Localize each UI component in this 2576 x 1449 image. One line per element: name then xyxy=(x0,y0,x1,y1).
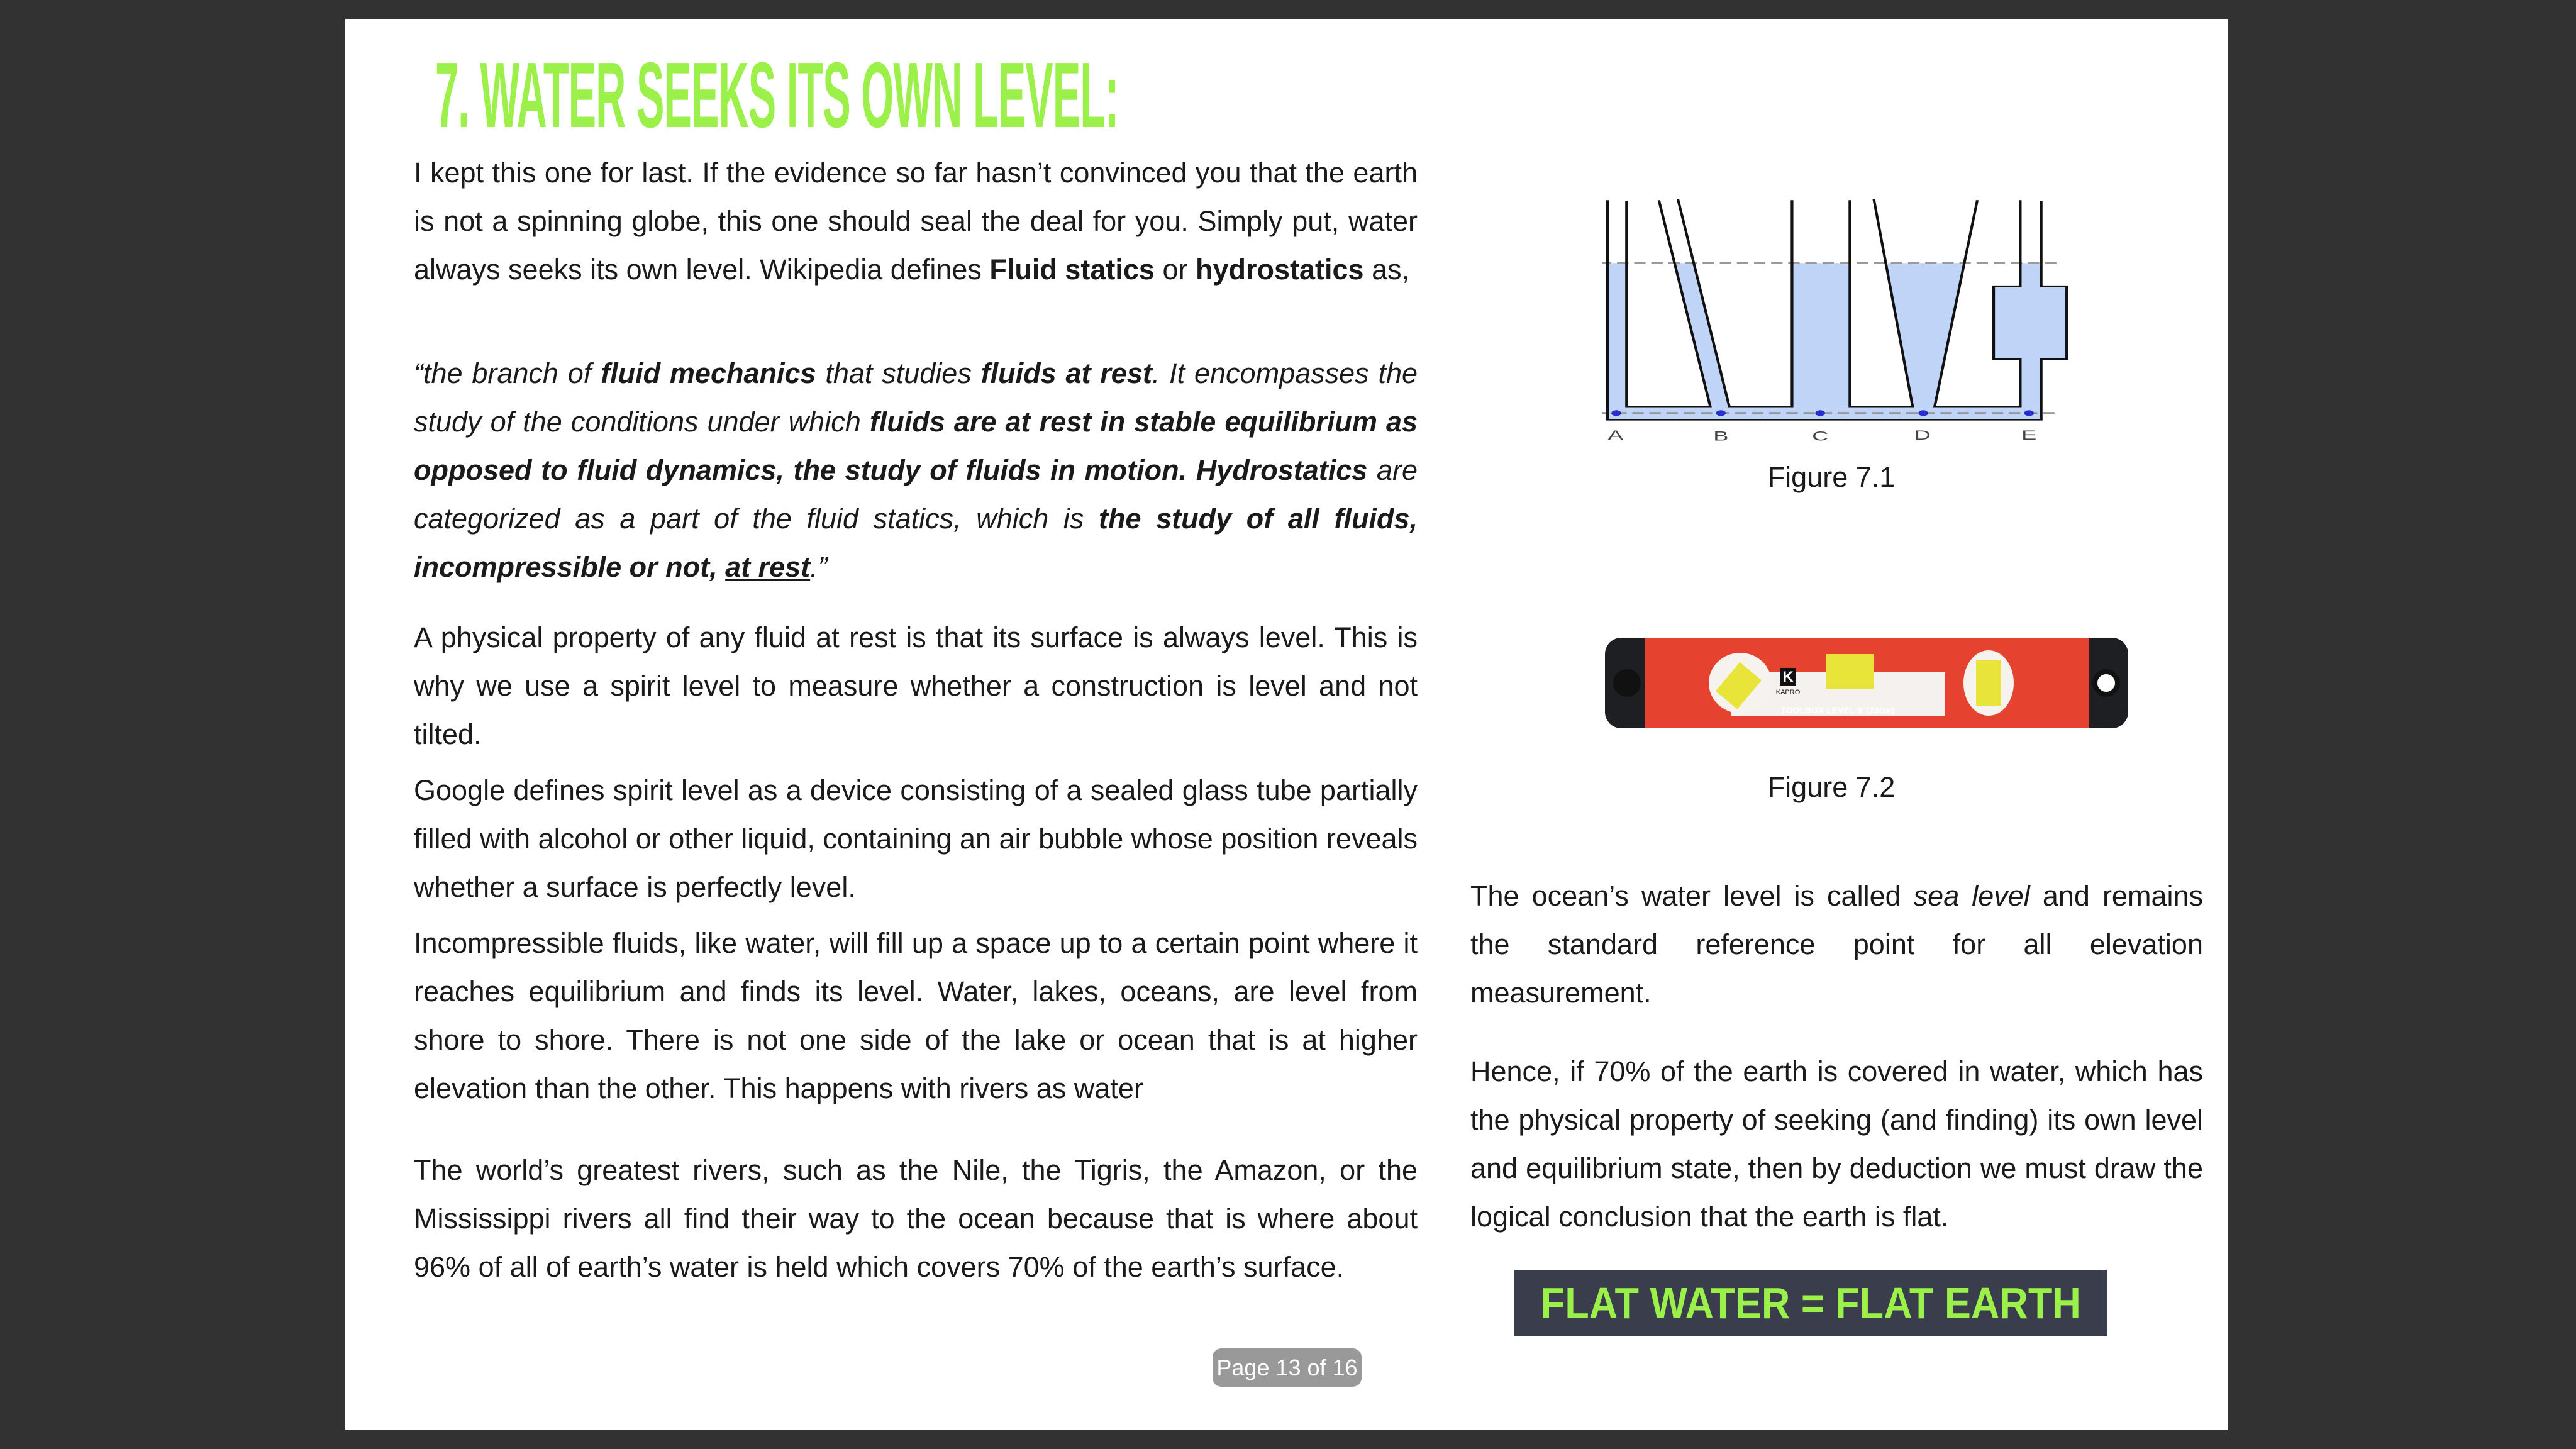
banner-text: FLAT WATER = FLAT EARTH xyxy=(1540,1278,2082,1328)
bold-term: fluids at rest xyxy=(980,357,1152,389)
text: .” xyxy=(810,551,828,583)
text: “the branch of xyxy=(414,357,601,389)
bold-term: hydrostatics xyxy=(1196,253,1364,286)
paragraph-incompressible: Incompressible fluids, like water, will fill up a space up to a certain point where it reaches equilibrium and finds its level. Water, lakes, oceans, are level from shore to shore. There is not one side of the lake or ocean that is at higher elevation than the other. This happens with rivers as water xyxy=(414,927,1418,1104)
text: and remains the standard reference point for all elevation measurement. xyxy=(1470,880,2203,1009)
product-label: TOOLBOX LEVEL 9"(23cm) xyxy=(1780,705,1895,715)
paragraph-sea-level xyxy=(1470,872,2203,1017)
point-label-e: E xyxy=(2021,428,2037,443)
paragraph-conclusion: Hence, if 70% of the earth is covered in water, which has the physical property of seeking (and finding) its own level and equilibrium state, then by deduction we must draw the logical conclusion that the earth is flat. xyxy=(1470,1055,2203,1233)
paragraph-intro xyxy=(414,148,1418,294)
point-label-d: D xyxy=(1914,428,1931,443)
point-label-c: C xyxy=(1812,429,1829,444)
conclusion-banner xyxy=(1514,1270,2107,1336)
wikipedia-quote xyxy=(414,349,1418,591)
bold-term: the study of all fluids, incompressible or not, xyxy=(414,502,1418,583)
point-label-a: A xyxy=(1607,428,1623,443)
italic-term: sea level xyxy=(1913,880,2030,912)
section-title: 7. WATER SEEKS ITS OWN LEVEL: xyxy=(435,43,1119,147)
bold-term: Fluid statics xyxy=(989,253,1155,286)
point-label-b: B xyxy=(1713,429,1729,444)
text: or xyxy=(1154,253,1196,286)
bold-term: fluid mechanics xyxy=(601,357,816,389)
text: that studies xyxy=(816,357,981,389)
text: as, xyxy=(1363,253,1410,286)
page-indicator: Page 13 of 16 xyxy=(1213,1348,1362,1387)
paragraph-rivers: The world’s greatest rivers, such as the Nile, the Tigris, the Amazon, or the Mississippi rivers all find their way to the ocean because that is where about 96% of all of earth’s water is held which covers 70% of the earth’s surface. xyxy=(414,1154,1418,1283)
text: are categorized as a part of the fluid statics, which is xyxy=(414,454,1418,535)
paragraph-spirit-level: A physical property of any fluid at rest is that its surface is always level. This is why we use a spirit level to measure whether a construction is level and not tilted. xyxy=(414,621,1418,750)
text: The ocean’s water level is called xyxy=(1470,880,1914,912)
brand-logo-letter: K xyxy=(1782,669,1794,686)
text: . It encompasses the study of the conditions under which xyxy=(414,357,1418,438)
brand-name: KAPRO xyxy=(1775,689,1801,696)
figure-1-caption: Figure 7.1 xyxy=(1767,461,1896,493)
figure-spirit-level xyxy=(1605,635,2128,731)
paragraph-google-definition: Google defines spirit level as a device consisting of a sealed glass tube partially filled with alcohol or other liquid, containing an air bubble whose position reveals whether a surface is perfectly level. xyxy=(414,774,1418,903)
figure-2-caption: Figure 7.2 xyxy=(1767,771,1896,803)
underlined-term: at rest xyxy=(725,551,811,583)
bold-term: fluids are at rest in stable equilibrium as opposed to fluid dynamics, the study of fluids in motion. Hydrostatics xyxy=(414,406,1418,486)
text: I kept this one for last. If the evidence so far hasn’t convinced you that the earth is not a spinning globe, this one should seal the deal for you. Simply put, water always seeks its own level. Wikipedia defines xyxy=(414,157,1418,286)
figure-communicating-vessels xyxy=(1602,197,2070,448)
